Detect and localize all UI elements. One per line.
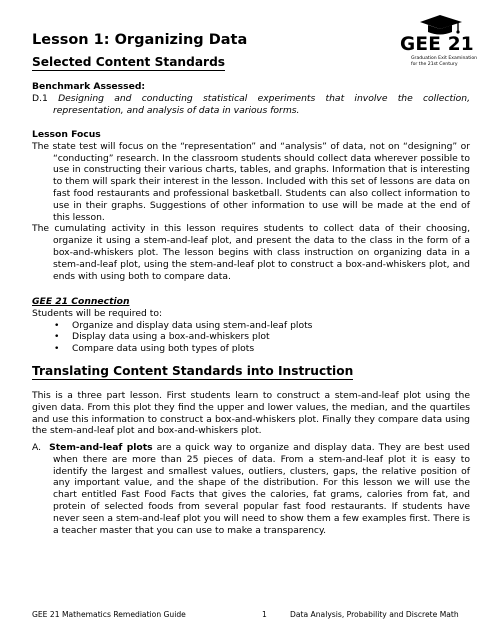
translating-intro — [32, 390, 470, 437]
lesson-focus-paragraph-2: The cumulating activity in this lesson requires students to collect data of their choosing, organize it using a stem-and-leaf plot, and present the data to the class in the form of a box-and-whiskers plot. The lesson begins with class instruction on organizing data in a stem-and-leaf plot, using the stem-and-leaf plot to construct a box-and-whiskers plot, and ends with using both to compare data. — [32, 223, 470, 282]
benchmark-label: Benchmark Assessed: — [32, 81, 146, 92]
footer-left: GEE 21 Mathematics Remediation Guide — [32, 610, 186, 619]
list-item — [32, 343, 470, 355]
item-a — [32, 442, 470, 536]
item-a-term: Stem-and-leaf plots — [49, 442, 153, 453]
benchmark-block — [32, 81, 470, 116]
gee21-logo — [400, 14, 480, 76]
lesson-title: Lesson 1: Organizing Data — [32, 32, 248, 48]
item-a-marker: A. — [32, 442, 42, 453]
list-item-text: Compare data using both types of plots — [72, 343, 255, 355]
bullet-icon: • — [54, 343, 60, 355]
list-item-text: Display data using a box-and-whiskers plot — [72, 331, 270, 343]
gee-connection-heading: GEE 21 Connection — [32, 296, 130, 307]
selected-standards-heading: Selected Content Standards — [32, 55, 226, 69]
translating-paragraph: This is a three part lesson. First students learn to construct a stem-and-leaf plot using the given data. From this plot they find the upper and lower values, the median, and the quartiles and use this information to construct a box-and-whiskers plot. Finally they compare data using the stem-and-leaf plot and box-and-whiskers plot. — [32, 390, 470, 437]
list-item-text: Organize and display data using stem-and-leaf plots — [72, 319, 313, 331]
page-number: 1 — [262, 610, 267, 619]
lesson-focus-label: Lesson Focus — [32, 129, 101, 140]
bullet-icon: • — [54, 319, 60, 331]
lesson-focus-paragraph-1: The state test will focus on the “representation” and “analysis” of data, not on “designing” or “conducting” research. In the classroom students should collect data wherever possible to use in constructing their various charts, tables, and graphs. Information that is interesting to them will spark their interest in the lesson. Included with this set of lessons are data on fast food restaurants and professional basketball. Students can also collect information to use in their graphs. Suggestions of other information to use will be made at the end of this lesson. — [32, 140, 470, 223]
bullet-icon: • — [54, 331, 60, 343]
benchmark-item — [32, 93, 470, 117]
item-a-block — [32, 442, 470, 536]
logo-subtitle-line1: Graduation Exit Examination — [411, 56, 478, 61]
logo-subtitle — [411, 56, 477, 68]
translating-heading: Translating Content Standards into Instruction — [32, 364, 354, 378]
lesson-focus-block — [32, 129, 470, 282]
benchmark-text: Designing and conducting statistical experiments that involve the collection, representation, and analysis of data in various forms. — [53, 92, 471, 116]
benchmark-number: D.1 — [32, 92, 48, 104]
logo-subtitle-line2: for the 21st Century — [411, 61, 458, 67]
gee-connection-block — [32, 296, 470, 355]
gee-connection-list — [32, 320, 470, 355]
footer-right: Data Analysis, Probability and Discrete Math — [290, 610, 459, 619]
item-a-text: are a quick way to organize and display data. They are best used when there are more than 25 pieces of data. From a stem-and-leaf plot it is easy to identify the largest and smallest values, outliers, clusters, gaps, the relative position of any important value, and the shape of the distribution. For this lesson we will use the chart entitled Fast Food Facts that gives the calories, fat grams, calories from fat, and protein of selected foods from several popular fast food restaurants. If students have never seen a stem-and-leaf plot you will need to show them a few examples first. There is a teacher master that you can use to make a transparency. — [53, 442, 471, 536]
graduation-cap-icon — [416, 14, 464, 36]
gee-connection-intro: Students will be required to: — [32, 307, 163, 319]
list-item — [32, 320, 470, 332]
list-item — [32, 331, 470, 343]
logo-text: GEE 21 — [400, 34, 474, 55]
